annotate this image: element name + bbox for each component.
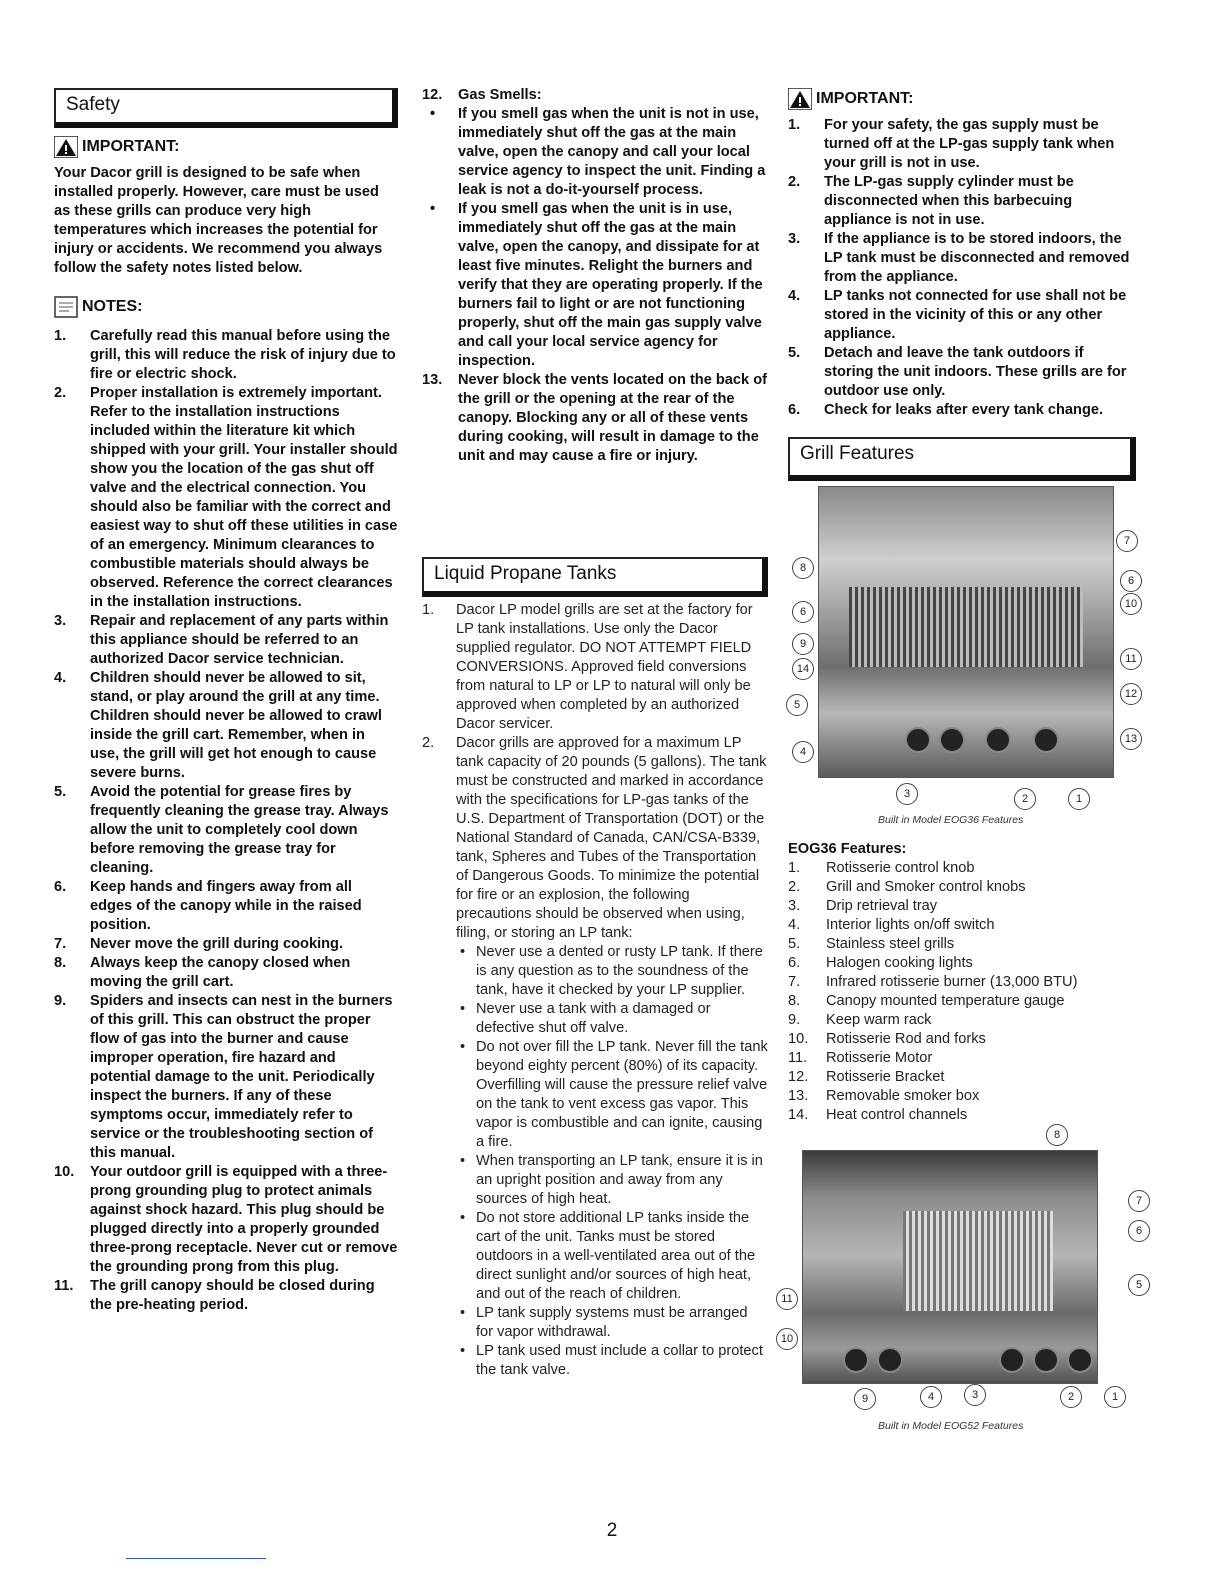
callout-marker: 1 <box>1068 788 1090 810</box>
safety-section-header <box>54 88 398 128</box>
important-item-number: 4. <box>788 288 801 304</box>
callout-marker: 2 <box>1014 788 1036 810</box>
feature-text: Rotisserie Motor <box>826 1050 933 1066</box>
callout-marker: 6 <box>1120 570 1142 592</box>
feature-number: 10. <box>788 1031 809 1047</box>
gas-smells-bullets <box>422 105 768 371</box>
note-number: 6. <box>54 879 67 895</box>
important-item <box>788 116 1136 173</box>
feature-text: Rotisserie Bracket <box>826 1069 945 1085</box>
note-number: 3. <box>54 613 67 629</box>
feature-text: Stainless steel grills <box>826 936 955 952</box>
control-knob <box>999 1347 1025 1373</box>
footnote-rule <box>126 1558 266 1559</box>
note-item <box>54 1163 398 1277</box>
note-text: The grill canopy should be closed during the pre-heating period. <box>90 1278 375 1313</box>
item-12-number: 12. <box>422 87 443 103</box>
safety-section-title: Safety <box>66 94 120 115</box>
feature-text: Interior lights on/off switch <box>826 917 995 933</box>
callout-marker: 5 <box>786 694 808 716</box>
note-item <box>54 954 398 992</box>
feature-number: 7. <box>788 974 801 990</box>
important-heading <box>54 136 179 158</box>
lp-item-2-text: Dacor grills are approved for a maximum LP tank capacity of 20 pounds (5 gallons). The tank must be constructed and marked in accordance with the specifications for LP-gas tanks of the U.S. Department of Transportation (DOT) or the National Standard of Canada, CAN/CSA-B339, tank, Spheres and Tubes of the Transportation of Dangerous Goods. To minimize the potential for fire or an explosion, the following precautions should be observed when using, filing, or storing an LP tank: <box>456 735 767 941</box>
note-number: 7. <box>54 936 67 952</box>
page-number: 2 <box>606 1520 618 1541</box>
feature-item <box>788 935 1136 954</box>
important-list <box>788 116 1136 420</box>
note-number: 8. <box>54 955 67 971</box>
feature-item <box>788 954 1136 973</box>
callout-marker: 5 <box>1128 1274 1150 1296</box>
features-list <box>788 859 1136 1125</box>
feature-item <box>788 992 1136 1011</box>
item-13-number: 13. <box>422 372 443 388</box>
callout-marker: 9 <box>854 1388 876 1410</box>
features-block <box>788 840 1136 1125</box>
feature-item <box>788 1011 1136 1030</box>
callout-marker: 11 <box>776 1288 798 1310</box>
lp-item-1-text: Dacor LP model grills are set at the factory for LP tank installations. Use only the Dacor supplied regulator. DO NOT ATTEMPT FIELD CONVERSIONS. Approved field conversions from natural to LP or LP to natural will only be approved when completed by an authorized Dacor servicer. <box>456 602 753 732</box>
lp-item-2-number: 2. <box>422 735 435 751</box>
important-item-text: Detach and leave the tank outdoors if storing the unit indoors. These grills are for outdoor use only. <box>824 345 1127 399</box>
gas-smells-item <box>422 86 768 466</box>
notes-heading <box>54 296 142 318</box>
gas-smells-bullet: • If you smell gas when the unit is in use, immediately shut off the gas at the main valve, open the canopy, and dissipate for at least five minutes. Relight the burners and verify that they are operating properly. If the burners fail to light or are not functioning properly, shut off the main gas supply valve and call your local service agency for inspection. <box>422 200 768 371</box>
features-title: EOG36 Features: <box>788 841 907 857</box>
feature-item <box>788 1106 1136 1125</box>
feature-text: Grill and Smoker control knobs <box>826 879 1026 895</box>
note-item <box>54 878 398 935</box>
note-item <box>54 612 398 669</box>
control-knob <box>1033 727 1059 753</box>
important-item-number: 3. <box>788 231 801 247</box>
feature-text: Removable smoker box <box>826 1088 980 1104</box>
gas-smells-title: Gas Smells: <box>458 87 542 103</box>
lp-precaution-bullet: • Do not over fill the LP tank. Never fill the tank beyond eighty percent (80%) of its capacity. Overfilling will cause the pressure relief valve on the tank to vent excess gas vapor. This vapor is combustible and can ignite, causing a fire. <box>456 1038 768 1152</box>
grill-grates <box>903 1211 1053 1311</box>
important-item-number: 5. <box>788 345 801 361</box>
lp-precaution-bullet: • Never use a dented or rusty LP tank. If there is any question as to the soundness of the tank, have it checked by your LP supplier. <box>456 943 768 1000</box>
note-text: Keep hands and fingers away from all edges of the canopy while in the raised position. <box>90 879 362 933</box>
feature-item <box>788 1087 1136 1106</box>
grill-grates <box>849 587 1083 667</box>
feature-number: 11. <box>788 1050 808 1066</box>
note-text: Spiders and insects can nest in the burners of this grill. This can obstruct the proper flow of gas into the burner and cause improper operation, fire hazard and potential damage to the unit. Periodically inspect the burners. If any of these symptoms occur, immediately refer to service or the troubleshooting section of this manual. <box>90 993 393 1161</box>
lp-precaution-bullet: • LP tank supply systems must be arranged for vapor withdrawal. <box>456 1304 768 1342</box>
important-item-text: Check for leaks after every tank change. <box>824 402 1104 418</box>
important-item-text: The LP-gas supply cylinder must be disconnected when this barbecuing appliance is not in use. <box>824 174 1074 228</box>
feature-text: Keep warm rack <box>826 1012 932 1028</box>
feature-number: 14. <box>788 1107 809 1123</box>
lp-precautions-list <box>456 943 768 1380</box>
feature-number: 8. <box>788 993 801 1009</box>
notes-label: NOTES: <box>82 298 143 315</box>
callout-marker: 8 <box>792 557 814 579</box>
feature-number: 13. <box>788 1088 809 1104</box>
feature-item <box>788 878 1136 897</box>
lp-precaution-bullet: • LP tank used must include a collar to protect the tank valve. <box>456 1342 768 1380</box>
feature-number: 6. <box>788 955 801 971</box>
note-number: 11. <box>54 1278 74 1294</box>
grill-features-header <box>788 437 1136 481</box>
important-item <box>788 173 1136 230</box>
important-label-2: IMPORTANT: <box>816 90 914 107</box>
important-item-text: If the appliance is to be stored indoors, the LP tank must be disconnected and removed from the appliance. <box>824 231 1130 285</box>
note-item <box>54 783 398 878</box>
feature-number: 3. <box>788 898 801 914</box>
note-text: Repair and replacement of any parts within this appliance should be referred to an authorized Dacor service technician. <box>90 613 389 667</box>
callout-marker: 7 <box>1116 530 1138 552</box>
item-13 <box>422 371 768 466</box>
lp-precaution-bullet: • Do not store additional LP tanks inside the cart of the unit. Tanks must be stored outdoors in a well-ventilated area out of the direct sunlight and/or sources of high heat, and out of the reach of children. <box>456 1209 768 1304</box>
lp-item-2 <box>422 734 768 1380</box>
feature-text: Canopy mounted temperature gauge <box>826 993 1065 1009</box>
callout-marker: 11 <box>1120 648 1142 670</box>
feature-text: Halogen cooking lights <box>826 955 973 971</box>
gas-smells-bullet: • If you smell gas when the unit is not in use, immediately shut off the gas at the main valve, open the canopy and call your local service agency to inspect the unit. Finding a leak is not a do-it-yourself process. <box>422 105 768 200</box>
note-item <box>54 1277 398 1315</box>
feature-item <box>788 1030 1136 1049</box>
callout-marker: 8 <box>1046 1124 1068 1146</box>
note-number: 2. <box>54 385 67 401</box>
important-item <box>788 401 1136 420</box>
note-number: 5. <box>54 784 67 800</box>
control-knob <box>1033 1347 1059 1373</box>
feature-item <box>788 1049 1136 1068</box>
callout-marker: 4 <box>792 741 814 763</box>
notepad-icon <box>54 296 78 318</box>
callout-marker: 12 <box>1120 683 1142 705</box>
note-item <box>54 992 398 1163</box>
callout-marker: 10 <box>1120 593 1142 615</box>
feature-text: Infrared rotisserie burner (13,000 BTU) <box>826 974 1078 990</box>
control-knob <box>877 1347 903 1373</box>
callout-marker: 6 <box>1128 1220 1150 1242</box>
callout-marker: 6 <box>792 601 814 623</box>
lp-precaution-bullet: • When transporting an LP tank, ensure it is in an upright position and away from any sources of high heat. <box>456 1152 768 1209</box>
feature-number: 12. <box>788 1069 809 1085</box>
control-knob <box>905 727 931 753</box>
control-knob <box>1067 1347 1093 1373</box>
important-text: Your Dacor grill is designed to be safe when installed properly. However, care must be used as these grills can produce very high temperatures which increases the potential for injury or accidents. We recommend you always follow the safety notes listed below. <box>54 165 383 276</box>
note-item <box>54 384 398 612</box>
grill-features-title: Grill Features <box>800 443 915 464</box>
important-heading-2 <box>788 88 913 110</box>
note-item <box>54 327 398 384</box>
note-item <box>54 669 398 783</box>
important-item-number: 6. <box>788 402 801 418</box>
feature-item <box>788 973 1136 992</box>
grill-photo-eog36 <box>818 486 1114 778</box>
important-item-text: LP tanks not connected for use shall not be stored in the vicinity of this or any other appliance. <box>824 288 1127 342</box>
callout-marker: 7 <box>1128 1190 1150 1212</box>
note-text: Avoid the potential for grease fires by frequently cleaning the grease tray. Always allow the unit to completely cool down before removing the grease tray for cleaning. <box>90 784 389 876</box>
important-item-text: For your safety, the gas supply must be turned off at the LP-gas supply tank when your grill is not in use. <box>824 117 1115 171</box>
control-knob <box>985 727 1011 753</box>
feature-text: Heat control channels <box>826 1107 968 1123</box>
feature-text: Drip retrieval tray <box>826 898 938 914</box>
lp-section-header <box>422 557 768 597</box>
callout-marker: 3 <box>896 783 918 805</box>
important-item-number: 1. <box>788 117 801 133</box>
note-text: Always keep the canopy closed when moving the grill cart. <box>90 955 351 990</box>
callout-marker: 9 <box>792 633 814 655</box>
callout-marker: 14 <box>792 658 814 680</box>
important-item <box>788 287 1136 344</box>
lp-item-1-number: 1. <box>422 602 435 618</box>
feature-number: 2. <box>788 879 801 895</box>
control-knob <box>939 727 965 753</box>
feature-text: Rotisserie control knob <box>826 860 975 876</box>
important-item <box>788 230 1136 287</box>
note-text: Never move the grill during cooking. <box>90 936 344 952</box>
note-number: 1. <box>54 328 67 344</box>
callout-marker: 1 <box>1104 1386 1126 1408</box>
control-knob <box>843 1347 869 1373</box>
lp-list <box>422 601 768 1380</box>
item-13-text: Never block the vents located on the back of the grill or the opening at the rear of the canopy. Blocking any or all of these vents during cooking, will result in damage to the unit and may cause a fire or injury. <box>458 372 767 464</box>
note-number: 10. <box>54 1164 75 1180</box>
callout-marker: 4 <box>920 1386 942 1408</box>
warning-icon <box>54 136 78 158</box>
lp-precaution-bullet: • Never use a tank with a damaged or defective shut off valve. <box>456 1000 768 1038</box>
lp-section-title: Liquid Propane Tanks <box>434 563 617 584</box>
callout-marker: 2 <box>1060 1386 1082 1408</box>
warning-icon <box>788 88 812 110</box>
grill-photo-eog52 <box>802 1150 1098 1384</box>
note-text: Your outdoor grill is equipped with a three-prong grounding plug to protect animals against shock hazard. This plug should be plugged directly into a properly grounded three-prong receptacle. Never cut or remove the grounding prong from this plug. <box>90 1164 398 1275</box>
note-number: 4. <box>54 670 67 686</box>
feature-item <box>788 1068 1136 1087</box>
important-item <box>788 344 1136 401</box>
note-text: Proper installation is extremely important. Refer to the installation instructions included within the literature kit which shipped with your grill. Your installer should show you the location of the gas shut off valve and the electrical connection. You should also be familiar with the correct and easiest way to shut off these utilities in case of an emergency. Minimum clearances to combustible materials should always be observed. Reference the correct clearances in the installation instructions. <box>90 385 398 610</box>
note-item <box>54 935 398 954</box>
important-item-number: 2. <box>788 174 801 190</box>
note-number: 9. <box>54 993 67 1009</box>
feature-text: Rotisserie Rod and forks <box>826 1031 986 1047</box>
feature-number: 5. <box>788 936 801 952</box>
feature-number: 9. <box>788 1012 801 1028</box>
feature-item <box>788 897 1136 916</box>
photo2-caption: Built in Model EOG52 Features <box>878 1420 1024 1432</box>
lp-item-1 <box>422 601 768 734</box>
important-label: IMPORTANT: <box>82 138 180 155</box>
feature-number: 1. <box>788 860 801 876</box>
callout-marker: 3 <box>964 1384 986 1406</box>
callout-marker: 13 <box>1120 728 1142 750</box>
feature-item <box>788 859 1136 878</box>
feature-number: 4. <box>788 917 801 933</box>
feature-item <box>788 916 1136 935</box>
notes-list <box>54 327 398 1315</box>
note-text: Carefully read this manual before using the grill, this will reduce the risk of injury due to fire or electric shock. <box>90 328 396 382</box>
photo1-caption: Built in Model EOG36 Features <box>878 814 1024 826</box>
callout-marker: 10 <box>776 1328 798 1350</box>
note-text: Children should never be allowed to sit, stand, or play around the grill at any time. Children should never be allowed to crawl inside the grill cart. Remember, when in use, the grill will get hot enough to cause severe burns. <box>90 670 382 781</box>
